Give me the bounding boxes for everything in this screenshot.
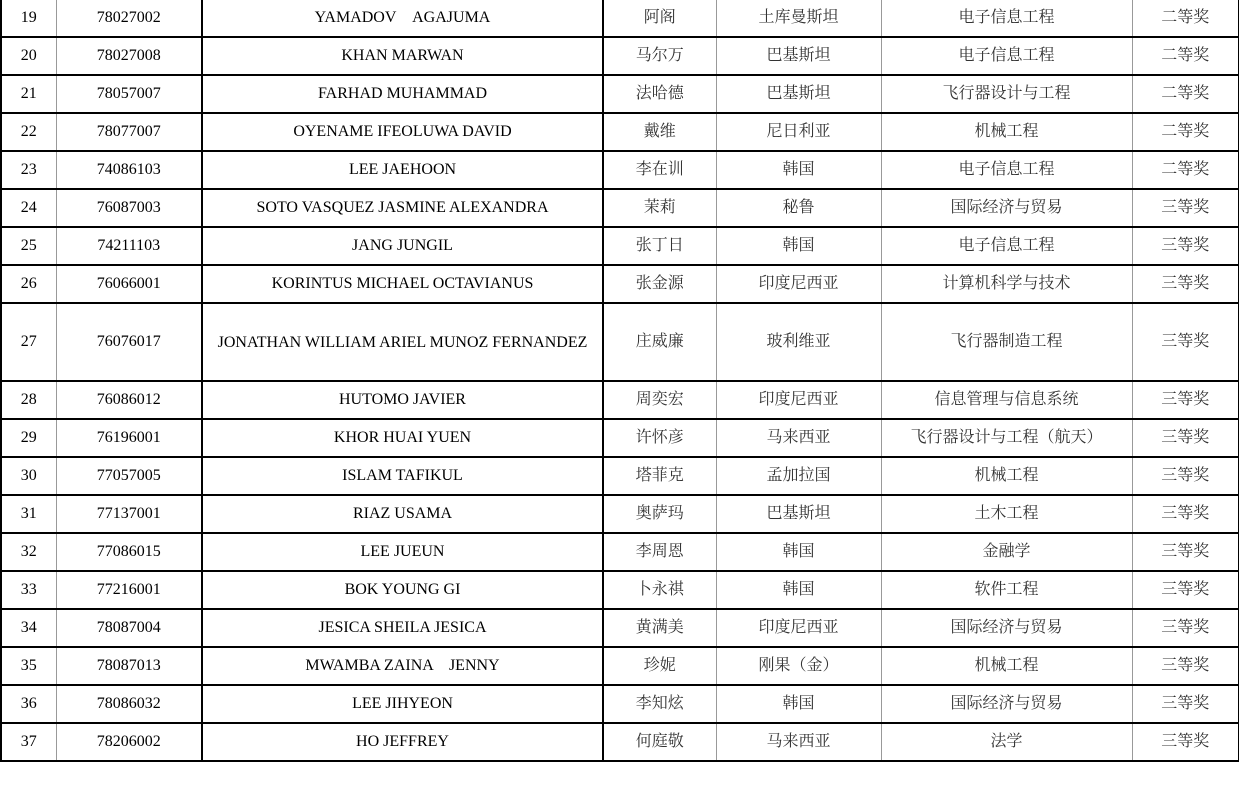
row-number-cell: 23 xyxy=(1,151,56,189)
chinese-name-cell: 戴维 xyxy=(603,113,716,151)
award-cell: 三等奖 xyxy=(1132,571,1239,609)
country-cell: 韩国 xyxy=(716,151,881,189)
major-cell: 土木工程 xyxy=(881,495,1132,533)
award-cell: 三等奖 xyxy=(1132,265,1239,303)
major-cell: 机械工程 xyxy=(881,647,1132,685)
student-id-cell: 78077007 xyxy=(56,113,202,151)
country-cell: 孟加拉国 xyxy=(716,457,881,495)
row-number-cell: 24 xyxy=(1,189,56,227)
chinese-name-cell: 许怀彦 xyxy=(603,419,716,457)
major-cell: 国际经济与贸易 xyxy=(881,189,1132,227)
chinese-name-cell: 珍妮 xyxy=(603,647,716,685)
student-id-cell: 77057005 xyxy=(56,457,202,495)
chinese-name-cell: 庄威廉 xyxy=(603,303,716,381)
student-name-cell: JESICA SHEILA JESICA xyxy=(202,609,603,647)
row-number-cell: 22 xyxy=(1,113,56,151)
table-row xyxy=(1,303,1239,381)
country-cell: 巴基斯坦 xyxy=(716,75,881,113)
row-number-cell: 32 xyxy=(1,533,56,571)
row-number-cell: 26 xyxy=(1,265,56,303)
table-row xyxy=(1,189,1239,227)
major-cell: 机械工程 xyxy=(881,457,1132,495)
major-cell: 电子信息工程 xyxy=(881,37,1132,75)
country-cell: 巴基斯坦 xyxy=(716,495,881,533)
student-name-cell: KHOR HUAI YUEN xyxy=(202,419,603,457)
row-number-cell: 27 xyxy=(1,303,56,381)
major-cell: 计算机科学与技术 xyxy=(881,265,1132,303)
student-id-cell: 74086103 xyxy=(56,151,202,189)
table-row xyxy=(1,685,1239,723)
student-id-cell: 76087003 xyxy=(56,189,202,227)
award-cell: 三等奖 xyxy=(1132,227,1239,265)
student-id-cell: 76076017 xyxy=(56,303,202,381)
student-id-cell: 76066001 xyxy=(56,265,202,303)
award-cell: 二等奖 xyxy=(1132,37,1239,75)
student-name-cell: KORINTUS MICHAEL OCTAVIANUS xyxy=(202,265,603,303)
student-name-cell: KHAN MARWAN xyxy=(202,37,603,75)
row-number-cell: 25 xyxy=(1,227,56,265)
chinese-name-cell: 奥萨玛 xyxy=(603,495,716,533)
chinese-name-cell: 黄满美 xyxy=(603,609,716,647)
student-name-cell: JONATHAN WILLIAM ARIEL MUNOZ FERNANDEZ xyxy=(202,303,603,381)
major-cell: 信息管理与信息系统 xyxy=(881,381,1132,419)
chinese-name-cell: 周奕宏 xyxy=(603,381,716,419)
student-name-cell: MWAMBA ZAINA JENNY xyxy=(202,647,603,685)
table-row xyxy=(1,723,1239,761)
chinese-name-cell: 何庭敬 xyxy=(603,723,716,761)
country-cell: 印度尼西亚 xyxy=(716,265,881,303)
award-cell: 三等奖 xyxy=(1132,381,1239,419)
table-row xyxy=(1,37,1239,75)
student-id-cell: 76086012 xyxy=(56,381,202,419)
row-number-cell: 20 xyxy=(1,37,56,75)
major-cell: 飞行器设计与工程（航天） xyxy=(881,419,1132,457)
student-id-cell: 76196001 xyxy=(56,419,202,457)
student-id-cell: 74211103 xyxy=(56,227,202,265)
chinese-name-cell: 法哈德 xyxy=(603,75,716,113)
chinese-name-cell: 张丁日 xyxy=(603,227,716,265)
row-number-cell: 19 xyxy=(1,0,56,37)
student-id-cell: 78027008 xyxy=(56,37,202,75)
row-number-cell: 35 xyxy=(1,647,56,685)
table-row xyxy=(1,533,1239,571)
major-cell: 法学 xyxy=(881,723,1132,761)
table-row xyxy=(1,151,1239,189)
award-cell: 二等奖 xyxy=(1132,75,1239,113)
major-cell: 机械工程 xyxy=(881,113,1132,151)
student-id-cell: 77216001 xyxy=(56,571,202,609)
country-cell: 印度尼西亚 xyxy=(716,609,881,647)
table-row xyxy=(1,609,1239,647)
country-cell: 马来西亚 xyxy=(716,419,881,457)
major-cell: 国际经济与贸易 xyxy=(881,609,1132,647)
table-row xyxy=(1,113,1239,151)
table-row xyxy=(1,265,1239,303)
student-name-cell: LEE JAEHOON xyxy=(202,151,603,189)
student-name-cell: RIAZ USAMA xyxy=(202,495,603,533)
award-cell: 二等奖 xyxy=(1132,113,1239,151)
student-name-cell: ISLAM TAFIKUL xyxy=(202,457,603,495)
student-id-cell: 78086032 xyxy=(56,685,202,723)
table-row xyxy=(1,647,1239,685)
student-id-cell: 77137001 xyxy=(56,495,202,533)
major-cell: 国际经济与贸易 xyxy=(881,685,1132,723)
table-row xyxy=(1,0,1239,37)
row-number-cell: 31 xyxy=(1,495,56,533)
table-row xyxy=(1,227,1239,265)
student-id-cell: 78087013 xyxy=(56,647,202,685)
chinese-name-cell: 李在训 xyxy=(603,151,716,189)
student-name-cell: FARHAD MUHAMMAD xyxy=(202,75,603,113)
award-cell: 三等奖 xyxy=(1132,723,1239,761)
row-number-cell: 28 xyxy=(1,381,56,419)
country-cell: 韩国 xyxy=(716,571,881,609)
major-cell: 电子信息工程 xyxy=(881,151,1132,189)
chinese-name-cell: 塔菲克 xyxy=(603,457,716,495)
award-cell: 三等奖 xyxy=(1132,533,1239,571)
row-number-cell: 33 xyxy=(1,571,56,609)
country-cell: 秘鲁 xyxy=(716,189,881,227)
chinese-name-cell: 卜永祺 xyxy=(603,571,716,609)
country-cell: 韩国 xyxy=(716,685,881,723)
country-cell: 韩国 xyxy=(716,227,881,265)
award-cell: 三等奖 xyxy=(1132,189,1239,227)
table-row xyxy=(1,381,1239,419)
award-cell: 三等奖 xyxy=(1132,457,1239,495)
country-cell: 韩国 xyxy=(716,533,881,571)
student-name-cell: HO JEFFREY xyxy=(202,723,603,761)
award-cell: 三等奖 xyxy=(1132,647,1239,685)
chinese-name-cell: 张金源 xyxy=(603,265,716,303)
major-cell: 飞行器设计与工程 xyxy=(881,75,1132,113)
row-number-cell: 37 xyxy=(1,723,56,761)
student-id-cell: 78206002 xyxy=(56,723,202,761)
table-row xyxy=(1,75,1239,113)
chinese-name-cell: 阿阁 xyxy=(603,0,716,37)
country-cell: 尼日利亚 xyxy=(716,113,881,151)
country-cell: 刚果（金） xyxy=(716,647,881,685)
major-cell: 飞行器制造工程 xyxy=(881,303,1132,381)
chinese-name-cell: 马尔万 xyxy=(603,37,716,75)
country-cell: 马来西亚 xyxy=(716,723,881,761)
country-cell: 印度尼西亚 xyxy=(716,381,881,419)
country-cell: 玻利维亚 xyxy=(716,303,881,381)
row-number-cell: 34 xyxy=(1,609,56,647)
row-number-cell: 21 xyxy=(1,75,56,113)
country-cell: 土库曼斯坦 xyxy=(716,0,881,37)
student-id-cell: 77086015 xyxy=(56,533,202,571)
major-cell: 电子信息工程 xyxy=(881,227,1132,265)
major-cell: 金融学 xyxy=(881,533,1132,571)
table-row xyxy=(1,571,1239,609)
row-number-cell: 30 xyxy=(1,457,56,495)
award-cell: 三等奖 xyxy=(1132,303,1239,381)
chinese-name-cell: 李周恩 xyxy=(603,533,716,571)
row-number-cell: 36 xyxy=(1,685,56,723)
row-number-cell: 29 xyxy=(1,419,56,457)
award-cell: 三等奖 xyxy=(1132,609,1239,647)
student-id-cell: 78027002 xyxy=(56,0,202,37)
student-name-cell: LEE JIHYEON xyxy=(202,685,603,723)
award-cell: 三等奖 xyxy=(1132,495,1239,533)
student-name-cell: LEE JUEUN xyxy=(202,533,603,571)
country-cell: 巴基斯坦 xyxy=(716,37,881,75)
student-name-cell: YAMADOV AGAJUMA xyxy=(202,0,603,37)
award-cell: 三等奖 xyxy=(1132,419,1239,457)
student-id-cell: 78087004 xyxy=(56,609,202,647)
award-cell: 二等奖 xyxy=(1132,151,1239,189)
student-name-cell: BOK YOUNG GI xyxy=(202,571,603,609)
chinese-name-cell: 茉莉 xyxy=(603,189,716,227)
table-row xyxy=(1,419,1239,457)
chinese-name-cell: 李知炫 xyxy=(603,685,716,723)
student-id-cell: 78057007 xyxy=(56,75,202,113)
major-cell: 电子信息工程 xyxy=(881,0,1132,37)
table-body xyxy=(1,0,1239,761)
award-cell: 二等奖 xyxy=(1132,0,1239,37)
student-name-cell: HUTOMO JAVIER xyxy=(202,381,603,419)
student-name-cell: SOTO VASQUEZ JASMINE ALEXANDRA xyxy=(202,189,603,227)
student-name-cell: JANG JUNGIL xyxy=(202,227,603,265)
student-name-cell: OYENAME IFEOLUWA DAVID xyxy=(202,113,603,151)
table-row xyxy=(1,495,1239,533)
award-cell: 三等奖 xyxy=(1132,685,1239,723)
table-row xyxy=(1,457,1239,495)
major-cell: 软件工程 xyxy=(881,571,1132,609)
